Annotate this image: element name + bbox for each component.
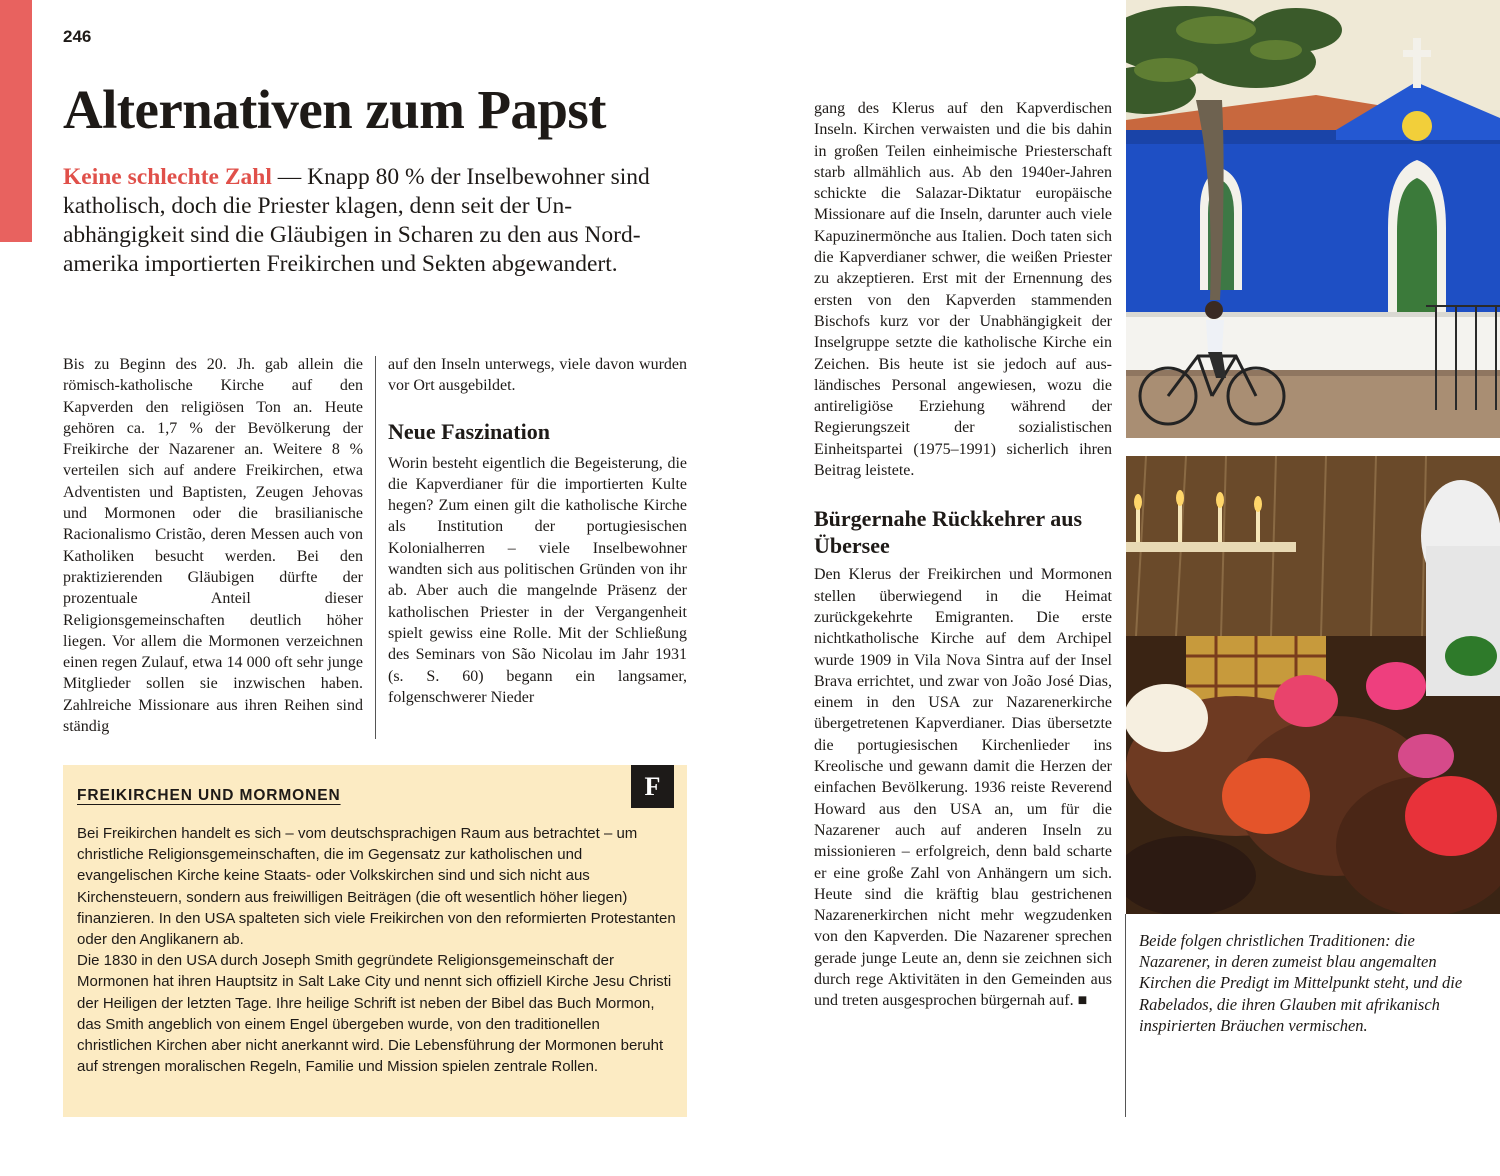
lead-paragraph <box>63 163 675 279</box>
church-photo-illustration <box>1126 0 1500 438</box>
column2-paragraph: Worin besteht eigentlich die Begeisterung, die die Kapverdianer für die importierten Kulte hegen? Zum einen gilt die katholische Kirche als Institution der portugiesischen Kolonialherren – viele Inselbewohner wandten sich aus politischen Gründen von ihr ab. Aber auch die mangelnde Präsenz der katholischen Priester in der Vergangenheit spielt gewiss eine Rolle. Mit der Schließung des Seminars von São Nicolau im Jahr 1931 (s. S. 60) begann ein langsamer, folgenschwerer Nieder <box>388 454 687 706</box>
column2-paragraph-top: auf den Inseln unterwegs, viele davon wurden vor Ort ausgebildet. <box>388 356 687 395</box>
end-mark: ■ <box>1073 992 1088 1010</box>
text-column-3 <box>814 98 1112 1012</box>
church-photo <box>1126 0 1500 438</box>
column3-paragraph <box>814 564 1112 1011</box>
column1-paragraph: Bis zu Beginn des 20. Jh. gab allein die römisch-katholische Kirche auf den Kapverden den religiösen Ton an. Heute gehören ca. 1,7 % der Bevölkerung der Freikirche der Nazarener an. Weitere 8 % verteilen sich auf andere Freikirchen, etwa Adventisten und Baptisten, Zeugen Jehovas und Mormonen oder die brasilianische Racionalismo Cristão, deren Messen auch von Katholiken besucht werden. Bei den praktizierenden Gläubigen dürfte der prozentuale Anteil dieser Religionsgemeinschaften deutlich höher liegen. Vor allem die Mormonen verzeichnen einen regen Zulauf, etwa 14 000 oft sehr junge Mitglieder sollen sie inzwischen haben. Zahlreiche Missionare aus ihren Reihen sind ständig <box>63 356 363 736</box>
info-box-paragraph-1: Bei Freikirchen handelt es sich – vom deutschsprachigen Raum aus betrachtet – um christliche Religionsgemeinschaften, die im Gegensatz zur katholischen und evangelischen Kirche keine Staats- oder Volkskirchen sind und sich nicht aus Kirchensteuern, sondern aus freiwilligen Beiträgen (die oft wesentlich höher liegen) finanzieren. In den USA spalteten sich viele Freikirchen von den reformierten Protestanten oder den Anglikanern ab. <box>77 825 676 949</box>
info-box-badge: F <box>631 765 674 808</box>
caption-divider <box>1125 914 1126 1117</box>
info-box-title: FREIKIRCHEN UND MORMONEN <box>77 787 341 804</box>
info-box-paragraph-2: Die 1830 in den USA durch Joseph Smith gegründete Religionsgemeinschaft der Mormonen hat ihren Hauptsitz in Salt Lake City und nennt sich offiziell Kirche Jesu Christi der Heiligen der letzten Tage. Ihre heilige Schrift ist neben der Bibel das Buch Mormon, das Smith angeblich von einem Engel übergeben wurde, von den traditionellen christlichen Kirchen aber nicht anerkannt wird. Die Lebensführung der Mormonen beruht auf strengen moralischen Regeln, Familie und Mission spielen zentrale Rollen. <box>77 952 672 1076</box>
heading-neue-faszination: Neue Faszination <box>388 418 550 444</box>
text-column-2 <box>388 354 687 708</box>
info-box <box>63 765 687 1117</box>
column-divider <box>375 356 376 739</box>
heading-buergernahe-rueckkehrer: Bürgernahe Rückkehrer aus Übersee <box>814 506 1083 559</box>
lead-accent: Keine schlechte Zahl <box>63 164 272 190</box>
column3-paragraph-text: Den Klerus der Freikirchen und Mormonen stellen überwiegend in die Heimat zurückgekehrte Emigranten. Die erste nichtkatholische Kirche auf dem Archipel wurde 1909 in Vila Nova Sintra auf der Insel Brava errichtet, und zwar von João José Dias, einem in den USA zur Nazarenerkirche übergetretenen Kapverdianer. Dias übersetzte die portugiesischen Kirchenlieder ins Kreolische und gewann damit die Herzen der einfachen Bevölkerung. 1936 reiste Reverend Howard aus den USA an, um für die Nazarener auch auf anderen Inseln zu missionieren – erfolgreich, denn bald scharte er eine große Zahl von Anhängern um sich. Heute sind die kräftig blau gestrichenen Nazarenerkirchen nicht mehr wegzudenken von den Kapverden. Die Nazarener sprechen gerade junge Leute an, denn sie zeichnen sich durch rege Aktivitäten in den Gemeinden aus und treten ausgesprochen bürgernah auf. <box>814 566 1112 1010</box>
rabelados-photo <box>1126 456 1500 914</box>
red-side-bar <box>0 0 32 242</box>
column3-paragraph-top: gang des Klerus auf den Kapverdischen Inseln. Kirchen verwaisten und die bis dahin in großen Teilen einheimische Priesterschaft starb allmählich aus. Ab den 1940er-Jahren schickte die Salazar-Diktatur europäische Missionare auf die Inseln, darunter auch viele Kapuzinermönche aus Italien. Doch taten sich die Kapverdianer schwer, die weißen Priester zu akzeptieren. Erst mit der Ernennung des ersten von den Kapverden stammenden Bischofs kurz vor der Unabhängigkeit der Inselgruppe setzte die katholische Kirche ein Zeichen. Bis heute ist sie jedoch auf ausländisches Personal angewiesen, wozu die antireligiöse Erziehung während der Regierungszeit der sozialistischen Einheitspartei (1975–1991) sicherlich ihren Beitrag leistete. <box>814 100 1112 480</box>
lead-text: — Knapp 80 % der Inselbewohner sind katholisch, doch die Priester klagen, denn seit der Unabhängigkeit sind die Gläubigen in Scharen zu den aus Nordamerika importierten Freikirchen und Sekten abgewandert. <box>63 164 650 277</box>
page-title: Alternativen zum Papst <box>63 79 606 140</box>
rabelados-photo-illustration <box>1126 456 1500 914</box>
info-box-text <box>77 823 679 1077</box>
photo-caption: Beide folgen christlichen Traditionen: die Nazarener, in deren zumeist blau angemalten Kirchen die Predigt im Mittelpunkt steht, und die Rabelados, die ihren Glauben mit afrikanisch inspirierten Bräuchen vermischen. <box>1139 931 1463 1035</box>
page-number: 246 <box>63 27 92 46</box>
text-column-1 <box>63 354 363 737</box>
